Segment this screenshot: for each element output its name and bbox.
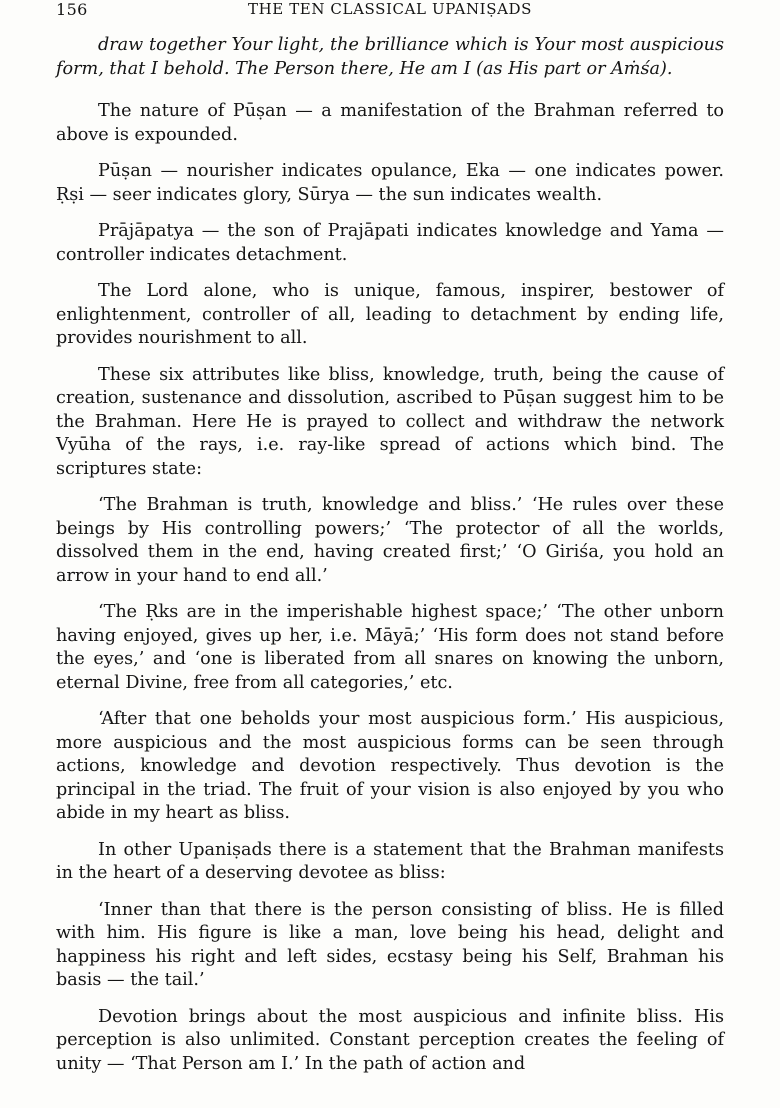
paragraph: Pūṣan — nourisher indicates opulance, Eka — one indicates power. Ṛṣi — seer indicates glory, Sūrya — the sun indicates wealth.	[56, 161, 724, 205]
page-header	[56, 0, 724, 26]
running-head: THE TEN CLASSICAL UPANIṢADS	[247, 0, 533, 18]
paragraph: Prājāpatya — the son of Prajāpati indicates knowledge and Yama — controller indicates detachment.	[56, 221, 724, 265]
paragraph: The nature of Pūṣan — a manifestation of the Brahman referred to above is expounded.	[56, 101, 724, 145]
paragraph: ‘Inner than that there is the person consisting of bliss. He is filled with him. His figure is like a man, love being his head, delight and happiness his right and left sides, ecstasy being his Self, Brahman his basis — the tail.’	[56, 899, 724, 990]
verse-continuation: draw together Your light, the brilliance which is Your most auspicious form, that I behold. The Person there, He am I (as His part or Aṁśa).	[56, 35, 724, 79]
paragraph: In other Upaniṣads there is a statement that the Brahman manifests in the heart of a deserving devotee as bliss:	[56, 839, 724, 883]
page-number: 156	[56, 0, 88, 19]
paragraph: ‘The Brahman is truth, knowledge and bliss.’ ‘He rules over these beings by His controlling powers;’ ‘The protector of all the worlds, dissolved them in the end, having created first;’ ‘O Giriśa, you hold an arrow in your hand to end all.’	[56, 495, 724, 586]
paragraph: ‘The Ṛks are in the imperishable highest space;’ ‘The other unborn having enjoyed, gives up her, i.e. Māyā;’ ‘His form does not stand before the eyes,’ and ‘one is liberated from all snares on knowing the unborn, eternal Divine, free from all categories,’ etc.	[56, 602, 724, 693]
paragraph: ‘After that one beholds your most auspicious form.’ His auspicious, more auspicious and the most auspicious forms can be seen through actions, knowledge and devotion respectively. Thus devotion is the principal in the triad. The fruit of your vision is also enjoyed by you who abide in my heart as bliss.	[56, 709, 724, 823]
paragraph: Devotion brings about the most auspicious and infinite bliss. His perception is also unlimited. Constant perception creates the feeling of unity — ‘That Person am I.’ In the path of action and	[56, 1006, 724, 1074]
paragraph: The Lord alone, who is unique, famous, inspirer, bestower of enlightenment, controller of all, leading to detachment by ending life, provides nourishment to all.	[56, 281, 724, 348]
paragraph: These six attributes like bliss, knowledge, truth, being the cause of creation, sustenance and dissolution, ascribed to Pūṣan suggest him to be the Brahman. Here He is prayed to collect and withdraw the network Vyūha of the rays, i.e. ray-like spread of actions which bind. The scriptures state:	[56, 364, 724, 479]
